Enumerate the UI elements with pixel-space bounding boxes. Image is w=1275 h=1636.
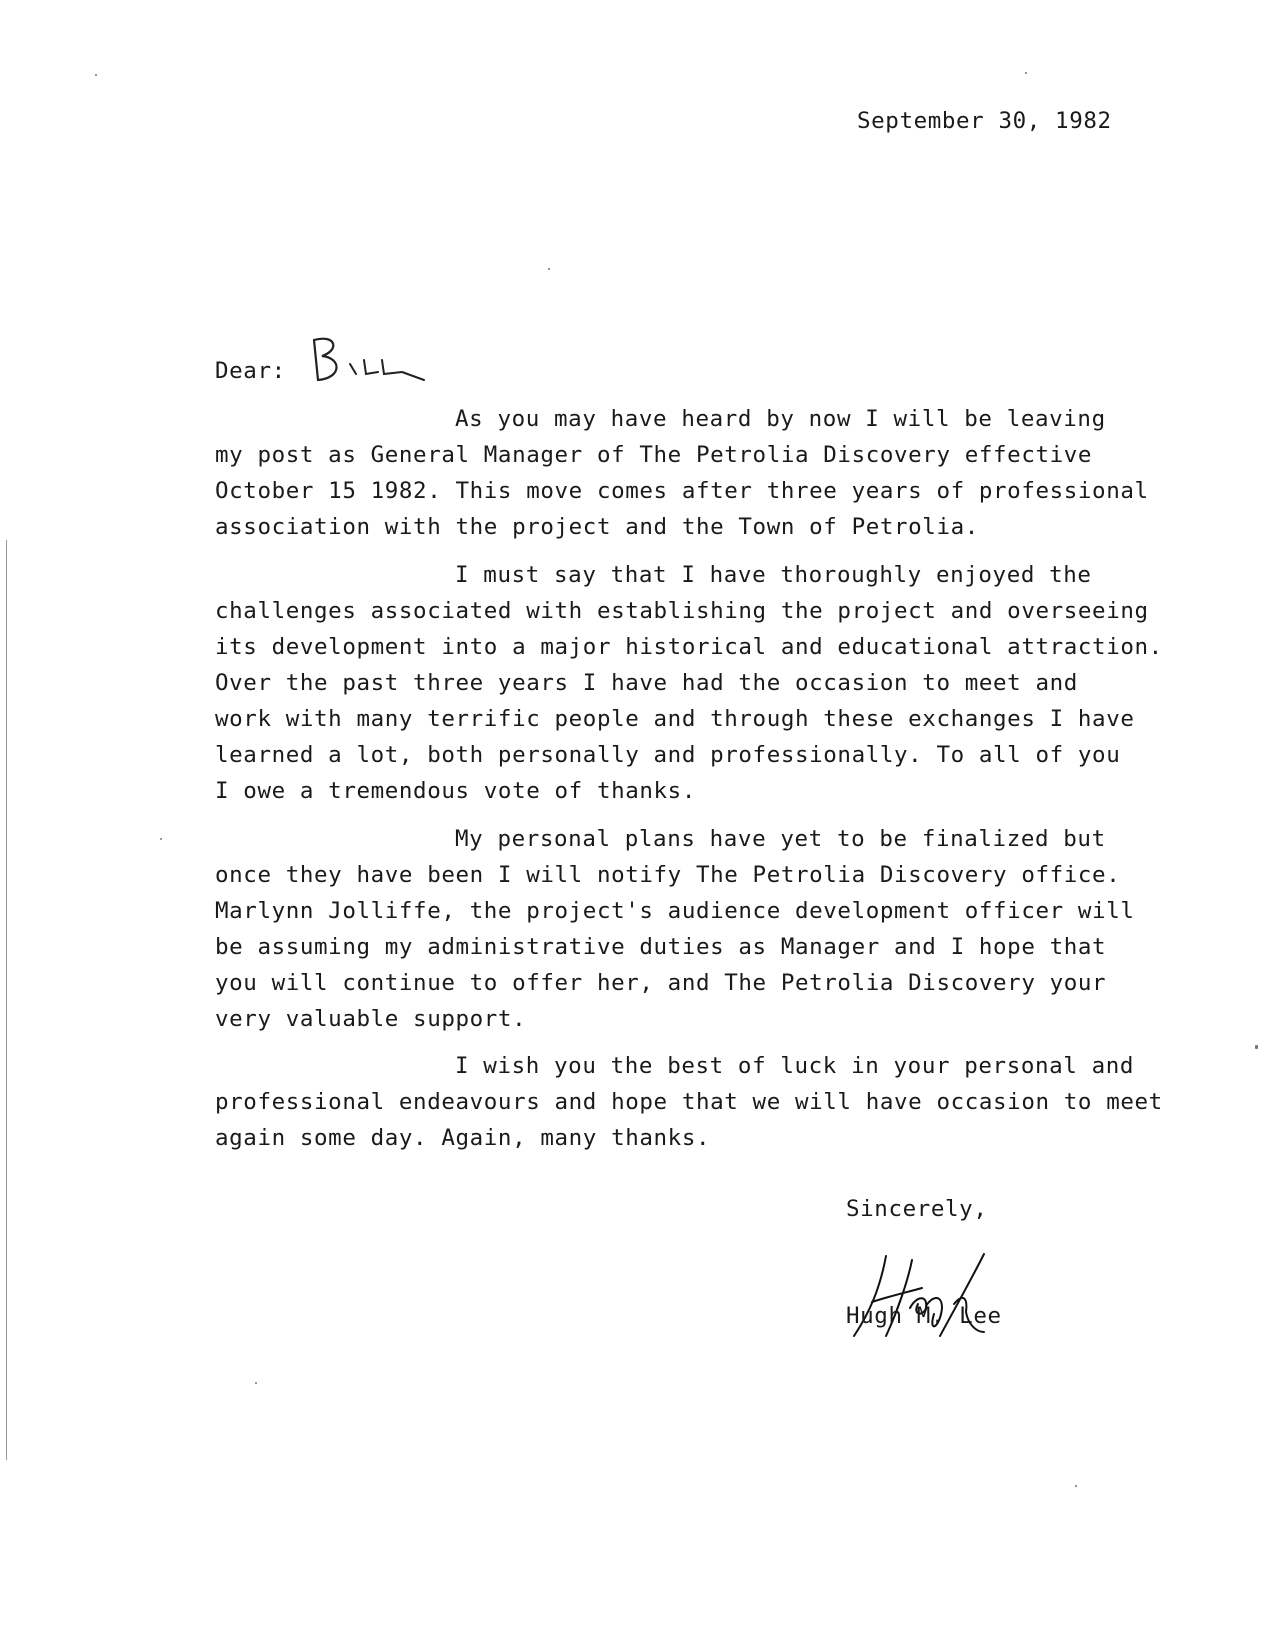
body-line: October 15 1982. This move comes after three years of professional [215,478,1149,504]
body-line: association with the project and the Town of Petrolia. [215,514,979,540]
body-line: you will continue to offer her, and The Petrolia Discovery your [215,970,1107,996]
scan-speck [95,74,97,76]
letter-date: September 30, 1982 [857,108,1112,134]
scan-speck [1025,72,1027,74]
body-line: My personal plans have yet to be finalized but [455,826,1106,852]
body-line: my post as General Manager of The Petrolia Discovery effective [215,442,1093,468]
body-line: professional endeavours and hope that we will have occasion to meet [215,1089,1163,1115]
body-line: I owe a tremendous vote of thanks. [215,778,696,804]
scan-speck [255,1382,257,1384]
scan-speck [1255,1045,1258,1049]
body-line: Over the past three years I have had the occasion to meet and [215,670,1078,696]
body-line: again some day. Again, many thanks. [215,1125,711,1151]
closing: Sincerely, [846,1196,988,1222]
scan-speck [548,268,550,270]
scan-speck [1075,1485,1077,1487]
body-line: work with many terrific people and through these exchanges I have [215,706,1135,732]
body-line: learned a lot, both personally and professionally. To all of you [215,742,1121,768]
body-line: I wish you the best of luck in your personal and [455,1053,1135,1079]
body-line: its development into a major historical and educational attraction. [215,634,1163,660]
body-line: be assuming my administrative duties as Manager and I hope that [215,934,1107,960]
body-line: once they have been I will notify The Petrolia Discovery office. [215,862,1121,888]
body-line: very valuable support. [215,1006,527,1032]
body-line: Marlynn Jolliffe, the project's audience development officer will [215,898,1135,924]
body-line: I must say that I have thoroughly enjoyed the [455,562,1092,588]
body-line: challenges associated with establishing the project and overseeing [215,598,1149,624]
salutation: Dear: [215,358,286,384]
body-line: As you may have heard by now I will be leaving [455,406,1106,432]
scan-speck [160,838,162,840]
handwritten-recipient-name [306,330,436,390]
scan-edge-line [6,540,7,1460]
signatory-name: Hugh M. Lee [846,1303,1002,1329]
